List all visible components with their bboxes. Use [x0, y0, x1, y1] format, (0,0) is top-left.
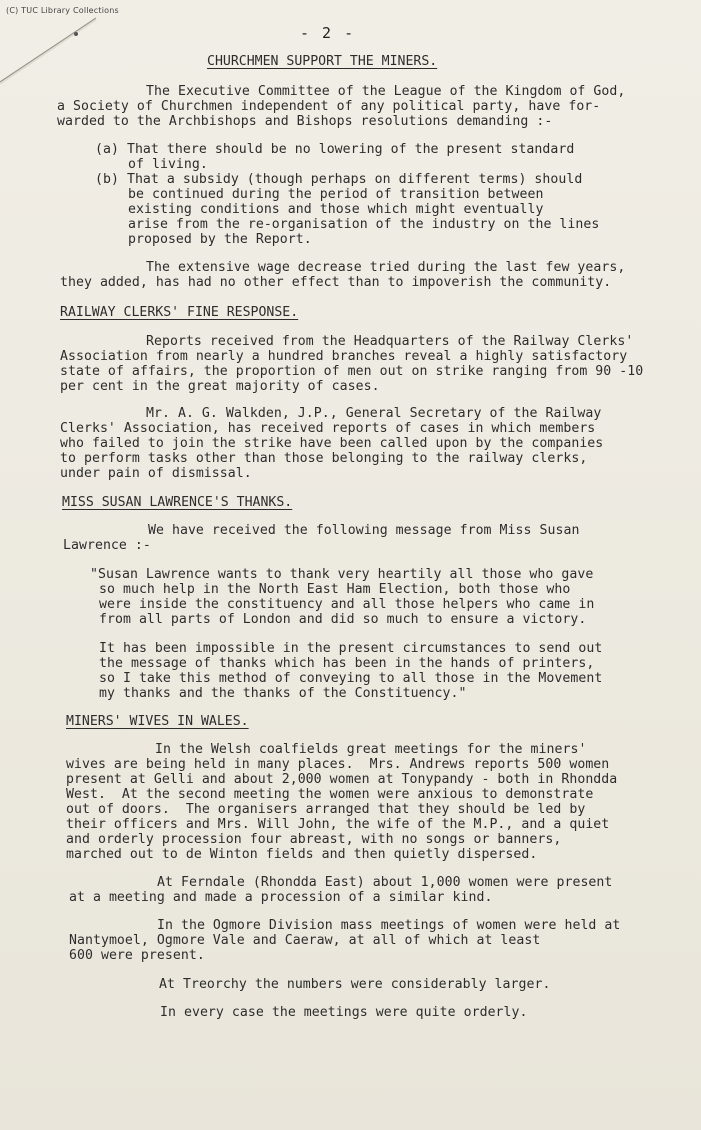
text-line: present at Gelli and about 2,000 women at Tonypandy - both in Rhondda [66, 772, 618, 787]
text-line: West. At the second meeting the women were anxious to demonstrate [66, 787, 594, 802]
page-number: - 2 - [300, 24, 356, 42]
text-line: Association from nearly a hundred branches reveal a highly satisfactory [60, 349, 628, 364]
text-line: Mr. A. G. Walkden, J.P., General Secretary of the Railway [146, 406, 602, 421]
text-line: so much help in the North East Ham Election, both those who [99, 582, 571, 597]
text-line: proposed by the Report. [128, 232, 312, 247]
text-line: Lawrence :- [63, 538, 151, 553]
text-line: In every case the meetings were quite orderly. [160, 1005, 528, 1020]
text-line: At Treorchy the numbers were considerably larger. [159, 977, 551, 992]
text-line: The extensive wage decrease tried during the last few years, [146, 260, 626, 275]
text-line: so I take this method of conveying to all those in the Movement [99, 671, 603, 686]
text-line: (a) That there should be no lowering of the present standard [95, 142, 575, 157]
text-line: were inside the constituency and all those helpers who came in [99, 597, 595, 612]
heading-churchmen: CHURCHMEN SUPPORT THE MINERS. [207, 54, 438, 69]
heading-railway: RAILWAY CLERKS' FINE RESPONSE. [60, 305, 299, 320]
text-line: marched out to de Winton fields and then quietly dispersed. [66, 847, 538, 862]
text-line: It has been impossible in the present circumstances to send out [99, 641, 603, 656]
text-line: per cent in the great majority of cases. [60, 379, 380, 394]
text-line: In the Welsh coalfields great meetings for the miners' [155, 742, 587, 757]
text-line: Reports received from the Headquarters of the Railway Clerks' [146, 334, 634, 349]
text-line: to perform tasks other than those belonging to the railway clerks, [60, 451, 588, 466]
text-line: out of doors. The organisers arranged that they should be led by [66, 802, 586, 817]
text-line: and orderly procession four abreast, with no songs or banners, [66, 832, 562, 847]
text-line: arise from the re-organisation of the industry on the lines [128, 217, 600, 232]
text-line: "Susan Lawrence wants to thank very heartily all those who gave [90, 567, 594, 582]
text-line: of living. [128, 157, 208, 172]
text-line: 600 were present. [69, 948, 205, 963]
text-line: a Society of Churchmen independent of any political party, have for- [57, 99, 601, 114]
heading-lawrence: MISS SUSAN LAWRENCE'S THANKS. [62, 495, 293, 510]
text-line: be continued during the period of transition between [128, 187, 544, 202]
text-line: Nantymoel, Ogmore Vale and Caeraw, at all of which at least [69, 933, 541, 948]
text-line: warded to the Archbishops and Bishops resolutions demanding :- [57, 114, 553, 129]
text-line: (b) That a subsidy (though perhaps on different terms) should [95, 172, 583, 187]
text-line: state of affairs, the proportion of men out on strike ranging from 90 -10 [60, 364, 644, 379]
text-line: the message of thanks which has been in the hands of printers, [99, 656, 595, 671]
text-line: We have received the following message from Miss Susan [148, 523, 580, 538]
text-line: at a meeting and made a procession of a similar kind. [69, 890, 493, 905]
text-line: their officers and Mrs. Will John, the wife of the M.P., and a quiet [66, 817, 610, 832]
text-line: my thanks and the thanks of the Constituency." [99, 686, 467, 701]
text-line: Clerks' Association, has received reports of cases in which members [60, 421, 596, 436]
text-line: At Ferndale (Rhondda East) about 1,000 women were present [157, 875, 613, 890]
text-line: under pain of dismissal. [60, 466, 252, 481]
text-line: who failed to join the strike have been called upon by the companies [60, 436, 604, 451]
copyright-notice: (C) TUC Library Collections [6, 6, 119, 15]
text-line: existing conditions and those which might eventually [128, 202, 544, 217]
text-line: they added, has had no other effect than to impoverish the community. [60, 275, 612, 290]
page-fold-mark [0, 16, 100, 88]
text-line: In the Ogmore Division mass meetings of women were held at [157, 918, 621, 933]
text-line: wives are being held in many places. Mrs. Andrews reports 500 women [66, 757, 610, 772]
heading-miners-wives: MINERS' WIVES IN WALES. [66, 714, 249, 729]
text-line: The Executive Committee of the League of the Kingdom of God, [146, 84, 626, 99]
text-line: from all parts of London and did so much to ensure a victory. [99, 612, 587, 627]
